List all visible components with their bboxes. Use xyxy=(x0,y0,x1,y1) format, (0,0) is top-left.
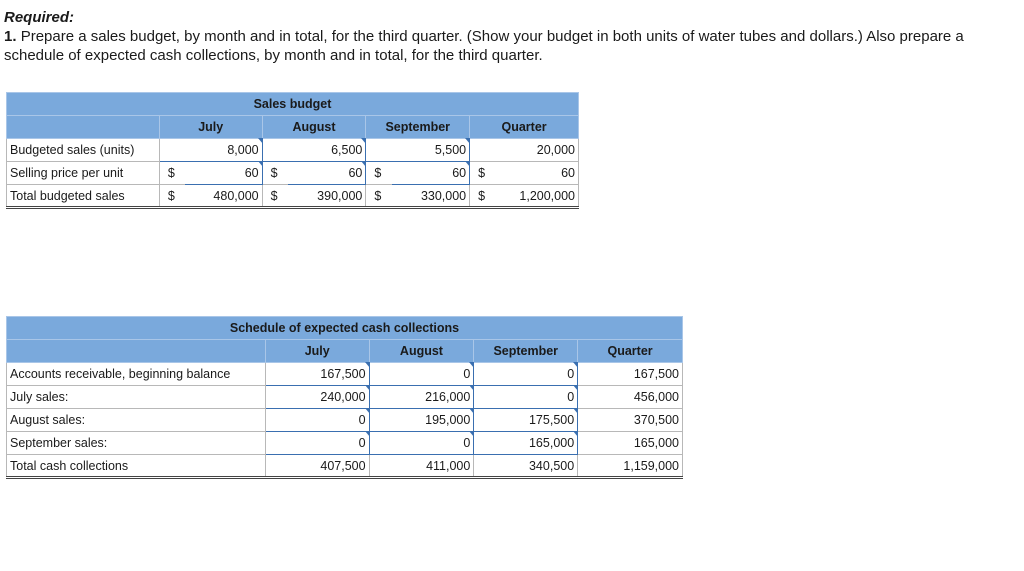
august-sales-quarter-value: 370,500 xyxy=(578,409,683,432)
row-label: Selling price per unit xyxy=(7,162,160,185)
total-july-value: 480,000 xyxy=(185,185,262,208)
requirement-body xyxy=(4,27,1014,65)
table-row xyxy=(7,363,683,386)
row-label: Total budgeted sales xyxy=(7,185,160,208)
table-row xyxy=(7,185,579,208)
ar-july-input[interactable]: 167,500 xyxy=(265,363,369,386)
july-sales-quarter-value: 456,000 xyxy=(578,386,683,409)
col-august: August xyxy=(262,116,366,139)
requirement-description: Prepare a sales budget, by month and in total, for the third quarter. (Show your budget in both units of water tubes and dollars.) Also prepare a schedule of expected cash collections, by month and in total, for the third quarter. xyxy=(4,28,964,64)
ar-august-input[interactable]: 0 xyxy=(369,363,474,386)
september-sales-july-input[interactable]: 0 xyxy=(265,432,369,455)
col-september: September xyxy=(474,340,578,363)
september-sales-august-input[interactable]: 0 xyxy=(369,432,474,455)
row-label: August sales: xyxy=(7,409,266,432)
sales-budget-table xyxy=(6,92,579,209)
units-july-input[interactable]: 8,000 xyxy=(159,139,262,162)
requirement-number: 1. xyxy=(4,28,17,45)
july-sales-august-input[interactable]: 216,000 xyxy=(369,386,474,409)
row-label: Accounts receivable, beginning balance xyxy=(7,363,266,386)
requirement-text xyxy=(4,8,1014,65)
table-row xyxy=(7,409,683,432)
required-heading: Required: xyxy=(4,9,75,26)
col-july: July xyxy=(265,340,369,363)
september-sales-quarter-value: 165,000 xyxy=(578,432,683,455)
currency-symbol: $ xyxy=(262,185,288,208)
currency-symbol: $ xyxy=(366,162,392,185)
currency-symbol: $ xyxy=(366,185,392,208)
total-collections-august-value: 411,000 xyxy=(369,455,474,478)
ar-quarter-value: 167,500 xyxy=(578,363,683,386)
cash-collections-table xyxy=(6,316,683,479)
total-quarter-value: 1,200,000 xyxy=(496,185,579,208)
currency-symbol: $ xyxy=(470,185,496,208)
total-collections-quarter-value: 1,159,000 xyxy=(578,455,683,478)
col-quarter: Quarter xyxy=(470,116,579,139)
july-sales-july-input[interactable]: 240,000 xyxy=(265,386,369,409)
table-row xyxy=(7,162,579,185)
total-collections-september-value: 340,500 xyxy=(474,455,578,478)
header-blank xyxy=(7,340,266,363)
table-row xyxy=(7,455,683,478)
september-sales-september-input[interactable]: 165,000 xyxy=(474,432,578,455)
august-sales-july-input[interactable]: 0 xyxy=(265,409,369,432)
sales-budget-title: Sales budget xyxy=(7,93,579,116)
ar-september-input[interactable]: 0 xyxy=(474,363,578,386)
col-july: July xyxy=(159,116,262,139)
col-september: September xyxy=(366,116,470,139)
price-september-input[interactable]: 60 xyxy=(392,162,470,185)
currency-symbol: $ xyxy=(262,162,288,185)
currency-symbol: $ xyxy=(159,185,185,208)
total-august-value: 390,000 xyxy=(288,185,366,208)
total-collections-july-value: 407,500 xyxy=(265,455,369,478)
price-august-input[interactable]: 60 xyxy=(288,162,366,185)
august-sales-september-input[interactable]: 175,500 xyxy=(474,409,578,432)
cash-collections-title: Schedule of expected cash collections xyxy=(7,317,683,340)
units-september-input[interactable]: 5,500 xyxy=(366,139,470,162)
july-sales-september-input[interactable]: 0 xyxy=(474,386,578,409)
currency-symbol: $ xyxy=(159,162,185,185)
row-label: Budgeted sales (units) xyxy=(7,139,160,162)
col-quarter: Quarter xyxy=(578,340,683,363)
units-quarter-value: 20,000 xyxy=(470,139,579,162)
table-row xyxy=(7,139,579,162)
total-september-value: 330,000 xyxy=(392,185,470,208)
table-row xyxy=(7,432,683,455)
price-july-input[interactable]: 60 xyxy=(185,162,262,185)
table-row xyxy=(7,386,683,409)
header-blank xyxy=(7,116,160,139)
row-label: Total cash collections xyxy=(7,455,266,478)
row-label: September sales: xyxy=(7,432,266,455)
row-label: July sales: xyxy=(7,386,266,409)
august-sales-august-input[interactable]: 195,000 xyxy=(369,409,474,432)
currency-symbol: $ xyxy=(470,162,496,185)
units-august-input[interactable]: 6,500 xyxy=(262,139,366,162)
price-quarter-value: 60 xyxy=(496,162,579,185)
col-august: August xyxy=(369,340,474,363)
